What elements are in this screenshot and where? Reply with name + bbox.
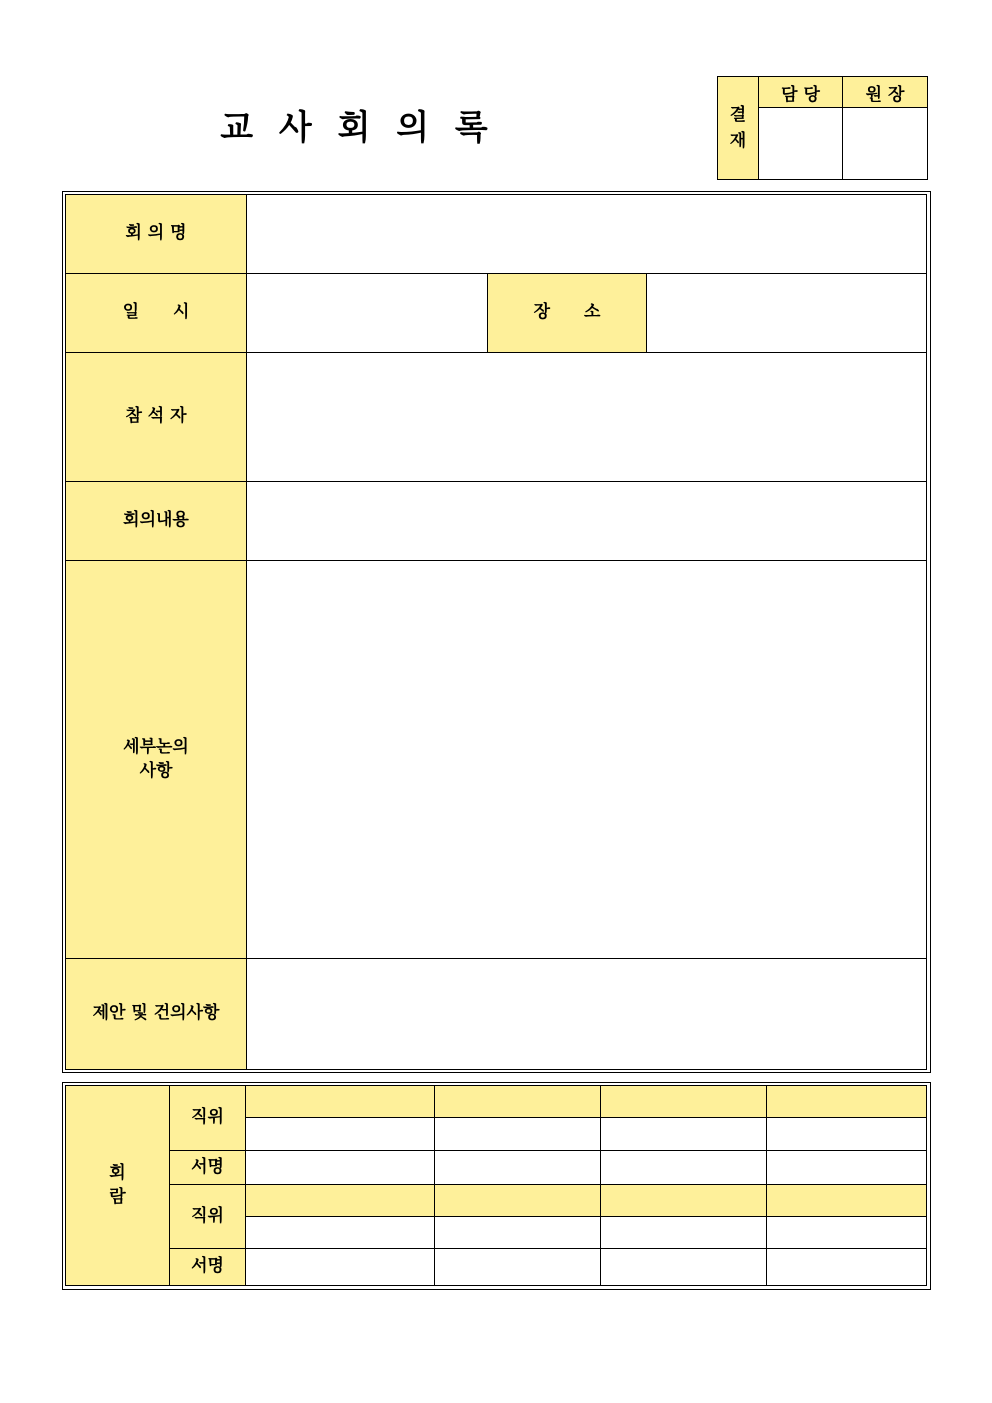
name-cell[interactable] (601, 1118, 767, 1151)
signature-cell[interactable] (246, 1249, 435, 1286)
circulation-label-line2: 람 (109, 1186, 126, 1207)
position-label-1: 직위 (170, 1086, 246, 1151)
meeting-form (65, 194, 927, 1070)
name-cell[interactable] (435, 1118, 601, 1151)
circulation-frame (62, 1082, 931, 1290)
datetime-label: 일 시 (66, 274, 247, 353)
content-field[interactable] (247, 482, 927, 561)
approval-col-principal: 원 장 (843, 77, 928, 108)
meeting-name-label: 회 의 명 (66, 195, 247, 274)
signature-cell[interactable] (601, 1151, 767, 1185)
content-label: 회의내용 (66, 482, 247, 561)
attendees-field[interactable] (247, 353, 927, 482)
name-cell[interactable] (767, 1118, 927, 1151)
signature-cell[interactable] (601, 1249, 767, 1286)
signature-cell[interactable] (767, 1151, 927, 1185)
name-cell[interactable] (435, 1217, 601, 1249)
position-cell[interactable] (601, 1185, 767, 1217)
position-cell[interactable] (435, 1086, 601, 1118)
position-cell[interactable] (435, 1185, 601, 1217)
place-label: 장 소 (488, 274, 647, 353)
approval-label-line2: 재 (729, 131, 747, 151)
signature-cell[interactable] (246, 1151, 435, 1185)
circulation-table (65, 1085, 927, 1286)
details-label-line2: 사항 (139, 760, 173, 781)
signature-cell[interactable] (767, 1249, 927, 1286)
circulation-label-line1: 회 (109, 1162, 126, 1183)
position-cell[interactable] (246, 1086, 435, 1118)
proposal-field[interactable] (247, 959, 927, 1070)
position-cell[interactable] (601, 1086, 767, 1118)
approval-sign-manager[interactable] (759, 108, 843, 180)
circulation-label (66, 1086, 170, 1286)
name-cell[interactable] (246, 1217, 435, 1249)
attendees-label: 참 석 자 (66, 353, 247, 482)
position-cell[interactable] (246, 1185, 435, 1217)
approval-sign-principal[interactable] (843, 108, 928, 180)
approval-col-manager: 담 당 (759, 77, 843, 108)
position-label-2: 직위 (170, 1185, 246, 1249)
details-label-line1: 세부논의 (123, 736, 189, 757)
approval-box (717, 76, 928, 180)
position-cell[interactable] (767, 1086, 927, 1118)
approval-label-line1: 결 (729, 104, 747, 125)
signature-label-2: 서명 (170, 1249, 246, 1286)
details-field[interactable] (247, 561, 927, 959)
meeting-name-field[interactable] (247, 195, 927, 274)
place-field[interactable] (647, 274, 927, 353)
proposal-label: 제안 및 건의사항 (66, 959, 247, 1070)
datetime-field[interactable] (247, 274, 488, 353)
details-label (66, 561, 247, 959)
position-cell[interactable] (767, 1185, 927, 1217)
approval-label (718, 77, 759, 180)
document-title: 교 사 회 의 록 (220, 108, 490, 148)
signature-cell[interactable] (435, 1249, 601, 1286)
signature-label-1: 서명 (170, 1151, 246, 1185)
signature-cell[interactable] (435, 1151, 601, 1185)
name-cell[interactable] (246, 1118, 435, 1151)
meeting-form-frame (62, 191, 931, 1073)
name-cell[interactable] (767, 1217, 927, 1249)
name-cell[interactable] (601, 1217, 767, 1249)
